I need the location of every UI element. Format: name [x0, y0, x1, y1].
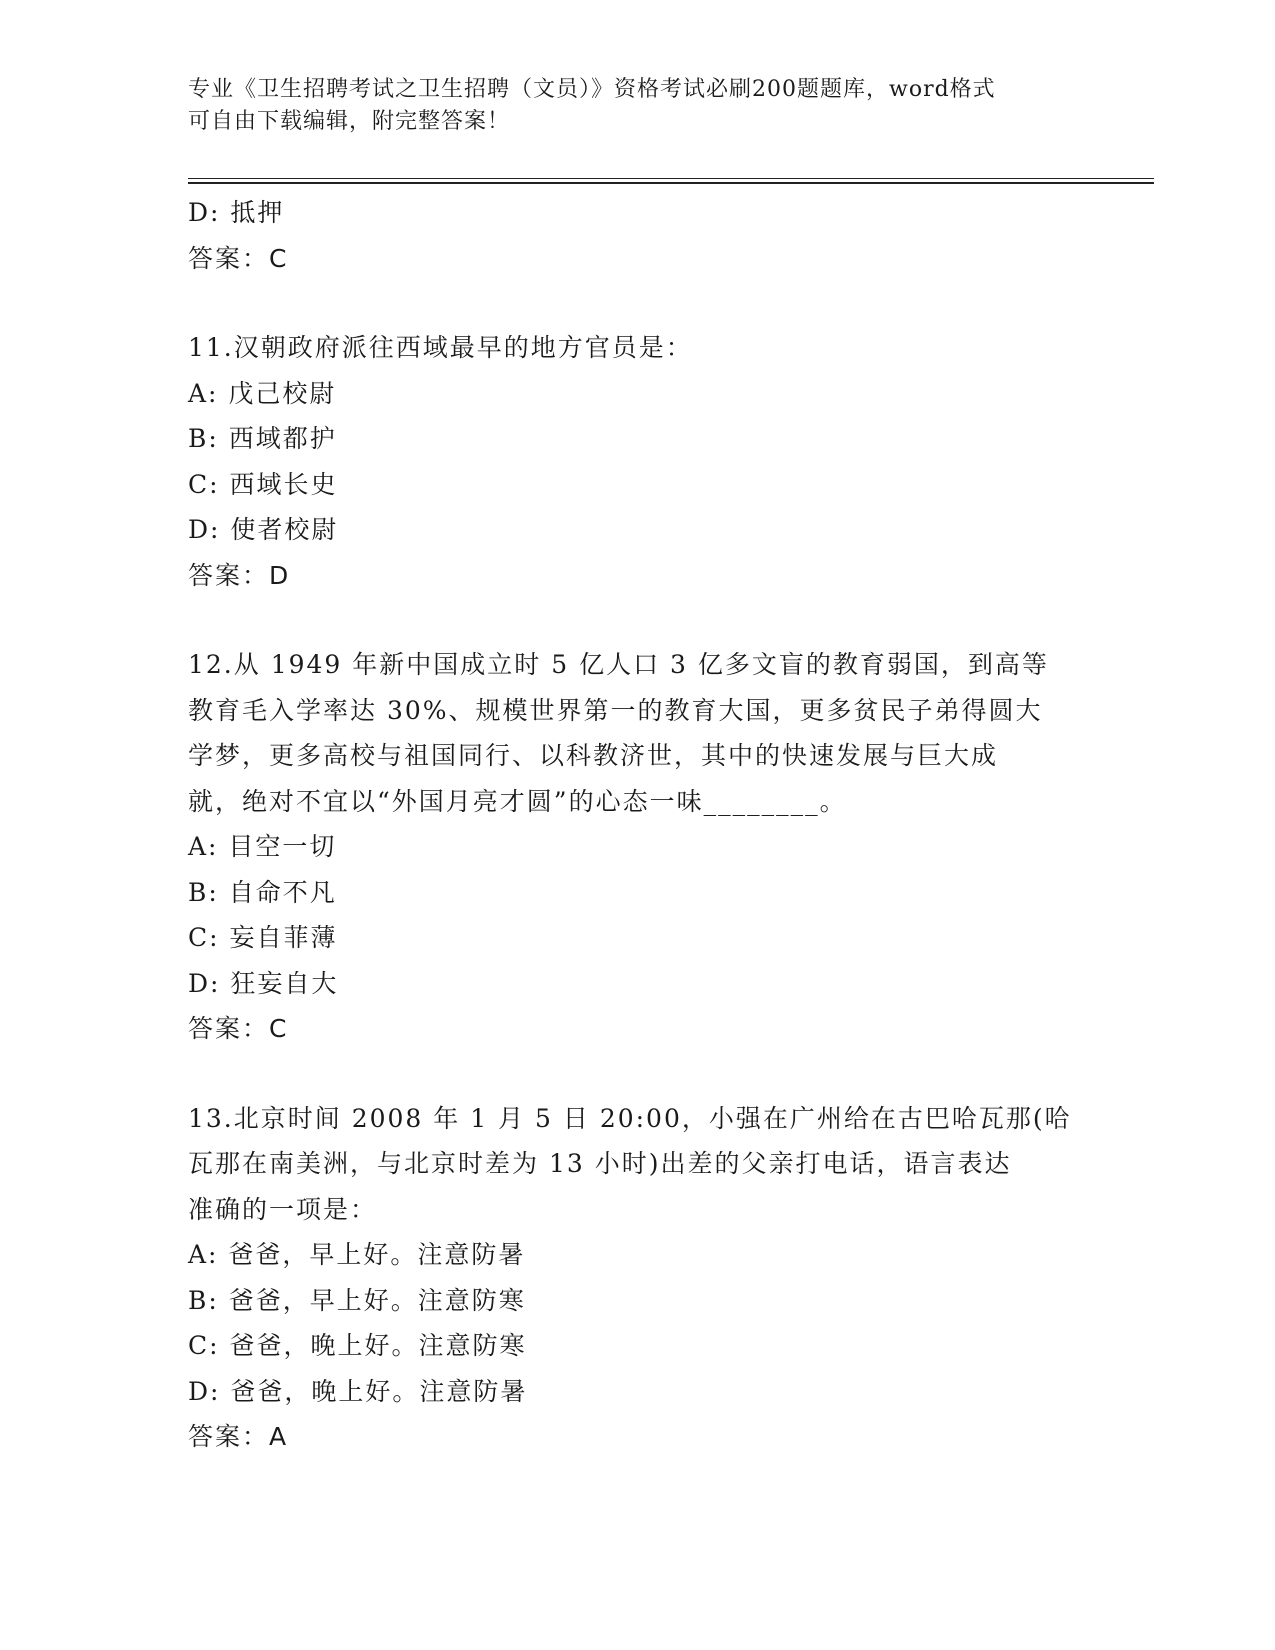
header-title-line-1: 专业《卫生招聘考试之卫生招聘（文员）》资格考试必刷200题题库，word格式 [188, 77, 996, 102]
previous-question-tail [188, 190, 1088, 281]
option-c: C: 爸爸，晚上好。注意防寒 [188, 1331, 527, 1360]
option-a: A: 爸爸，早上好。注意防暑 [188, 1240, 526, 1269]
question-text: 11.汉朝政府派往西域最早的地方官员是： [188, 333, 693, 362]
answer-line: 答案：C [188, 1014, 289, 1043]
question-13 [188, 1096, 1088, 1460]
option-b: B: 西域都护 [188, 424, 337, 453]
question-12 [188, 642, 1088, 1052]
spacer [188, 598, 1088, 642]
header-title-line-2: 可自由下载编辑，附完整答案！ [188, 109, 511, 134]
answer-line: 答案：A [188, 1422, 289, 1451]
option-d: D: 爸爸，晚上好。注意防暑 [188, 1376, 528, 1406]
option-d: D: 使者校尉 [188, 515, 339, 544]
question-11 [188, 325, 1088, 598]
document-body [188, 190, 1088, 1460]
option-b: B: 自命不凡 [188, 877, 337, 907]
answer-line: 答案：C [188, 243, 289, 273]
header-divider [188, 178, 1154, 184]
question-text: 瓦那在南美洲，与北京时差为 13 小时)出差的父亲打电话，语言表达 [188, 1149, 1012, 1178]
spacer [188, 1052, 1088, 1096]
option-d: D: 抵押 [188, 198, 285, 227]
document-header [188, 74, 1068, 138]
answer-line: 答案：D [188, 560, 291, 590]
option-b: B: 爸爸，早上好。注意防寒 [188, 1285, 526, 1315]
question-text: 准确的一项是： [188, 1194, 378, 1224]
option-c: C: 妄自菲薄 [188, 923, 338, 952]
option-d: D: 狂妄自大 [188, 968, 339, 998]
option-c: C: 西域长史 [188, 469, 338, 499]
option-a: A: 目空一切 [188, 832, 337, 861]
question-text: 学梦，更多高校与祖国同行、以科教济世，其中的快速发展与巨大成 [188, 741, 999, 770]
question-text: 就，绝对不宜以“外国月亮才圆”的心态一味________。 [188, 786, 847, 816]
question-text: 教育毛入学率达 30%、规模世界第一的教育大国，更多贫民子弟得圆大 [188, 695, 1043, 725]
question-text: 12.从 1949 年新中国成立时 5 亿人口 3 亿多文盲的教育弱国，到高等 [188, 650, 1049, 679]
option-a: A: 戊己校尉 [188, 378, 337, 408]
question-text: 13.北京时间 2008 年 1 月 5 日 20:00，小强在广州给在古巴哈瓦那(哈 [188, 1103, 1072, 1133]
spacer [188, 281, 1088, 325]
